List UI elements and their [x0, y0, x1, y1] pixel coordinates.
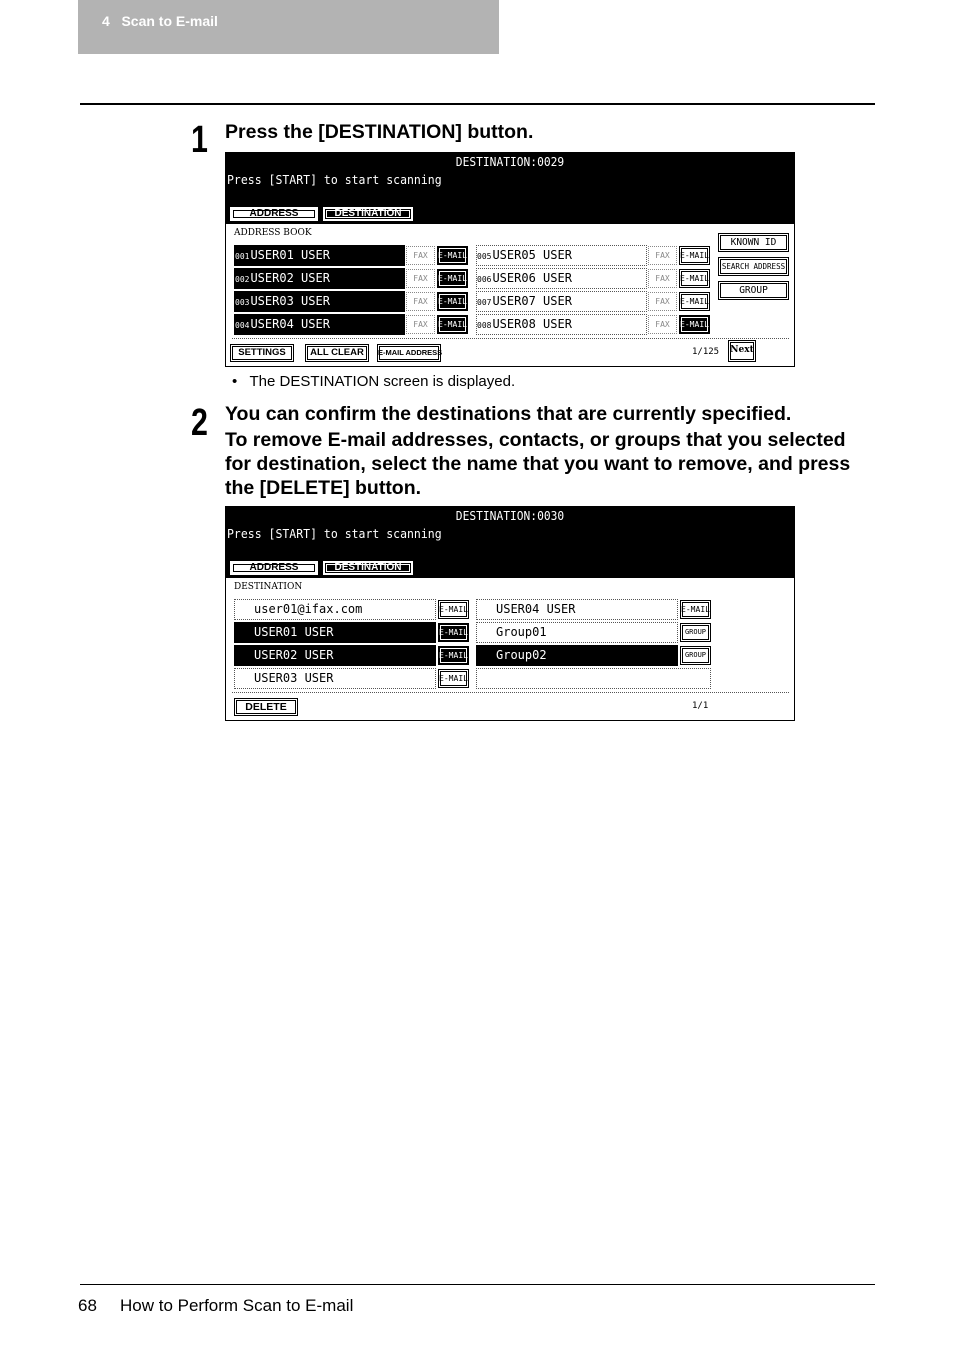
address-entry[interactable]: 004USER04 USER — [234, 314, 405, 335]
top-rule — [80, 103, 875, 105]
address-entry[interactable]: 001USER01 USER — [234, 245, 405, 266]
destination-entry[interactable]: Group02 — [476, 645, 678, 666]
email-button[interactable]: E-MAIL — [437, 315, 468, 334]
step-1-title: Press the [DESTINATION] button. — [225, 121, 534, 143]
tab-address[interactable]: ADDRESS — [230, 207, 318, 221]
screen-header — [226, 153, 794, 224]
footer-title: How to Perform Scan to E-mail — [120, 1296, 354, 1315]
all-clear-button[interactable]: ALL CLEAR — [305, 344, 369, 362]
screen-title: DESTINATION:0030 — [455, 508, 565, 523]
fax-button[interactable]: FAX — [648, 292, 677, 311]
email-button[interactable]: E-MAIL — [679, 315, 710, 334]
destination-entry[interactable]: USER01 USER — [234, 622, 436, 643]
fax-button[interactable]: FAX — [648, 269, 677, 288]
step-2-line-1: You can confirm the destinations that are currently specified. — [225, 403, 792, 425]
tab-destination[interactable]: DESTINATION — [323, 207, 413, 221]
chapter-header-tab — [78, 0, 499, 54]
next-button[interactable]: Next — [728, 340, 756, 362]
email-button[interactable]: E-MAIL — [437, 269, 468, 288]
group-button[interactable]: GROUP — [680, 646, 711, 665]
email-button[interactable]: E-MAIL — [438, 623, 469, 642]
step-1-bullet: • The DESTINATION screen is displayed. — [232, 373, 516, 390]
step-1-number: 1 — [191, 119, 208, 161]
screen-title: DESTINATION:0029 — [455, 154, 565, 169]
address-entry[interactable]: 008USER08 USER — [476, 314, 647, 335]
email-button[interactable]: E-MAIL — [437, 292, 468, 311]
destination-entry[interactable]: USER02 USER — [234, 645, 436, 666]
tab-destination[interactable]: DESTINATION — [323, 561, 413, 575]
page-indicator: 1/1 — [692, 701, 709, 711]
empty-entry[interactable] — [476, 668, 711, 689]
bullet-icon: • — [232, 373, 250, 390]
email-button[interactable]: E-MAIL — [679, 246, 710, 265]
email-button[interactable]: E-MAIL — [679, 292, 710, 311]
section-label: DESTINATION — [234, 582, 303, 592]
tab-address[interactable]: ADDRESS — [230, 561, 318, 575]
screen-message: Press [START] to start scanning — [227, 172, 442, 187]
fax-button[interactable]: FAX — [406, 246, 435, 265]
step-2-line-2: To remove E-mail addresses, contacts, or groups that you selected — [225, 429, 846, 451]
screen-header — [226, 507, 794, 578]
step-2-line-4: the [DELETE] button. — [225, 477, 422, 499]
group-button[interactable]: GROUP — [718, 281, 789, 300]
divider — [232, 692, 789, 693]
footer-rule — [80, 1284, 875, 1285]
email-button[interactable]: E-MAIL — [438, 600, 469, 619]
delete-button[interactable]: DELETE — [234, 698, 298, 716]
step-2-line-3: for destination, select the name that you want to remove, and press — [225, 453, 851, 475]
destination-screen-2 — [225, 506, 795, 721]
email-button[interactable]: E-MAIL — [437, 246, 468, 265]
known-id-button[interactable]: KNOWN ID — [718, 233, 789, 252]
search-address-button[interactable]: SEARCH ADDRESS — [718, 257, 789, 276]
destination-screen-1 — [225, 152, 795, 367]
destination-entry[interactable]: USER04 USER — [476, 599, 678, 620]
email-button[interactable]: E-MAIL — [438, 669, 469, 688]
screen-message: Press [START] to start scanning — [227, 526, 442, 541]
page-indicator: 1/125 — [692, 347, 720, 357]
destination-entry[interactable]: user01@ifax.com — [234, 599, 436, 620]
fax-button[interactable]: FAX — [406, 315, 435, 334]
page-number: 68 — [78, 1296, 97, 1315]
address-entry[interactable]: 005USER05 USER — [476, 245, 647, 266]
email-button[interactable]: E-MAIL — [680, 600, 711, 619]
group-button[interactable]: GROUP — [680, 623, 711, 642]
email-button[interactable]: E-MAIL — [438, 646, 469, 665]
chapter-title: 4 Scan to E-mail — [102, 13, 218, 29]
address-entry[interactable]: 002USER02 USER — [234, 268, 405, 289]
section-label: ADDRESS BOOK — [234, 228, 312, 238]
fax-button[interactable]: FAX — [648, 246, 677, 265]
destination-entry[interactable]: USER03 USER — [234, 668, 436, 689]
fax-button[interactable]: FAX — [406, 292, 435, 311]
step-2-number: 2 — [191, 402, 208, 444]
destination-entry[interactable]: Group01 — [476, 622, 678, 643]
email-address-button[interactable]: E-MAIL ADDRESS — [377, 344, 441, 362]
address-entry[interactable]: 006USER06 USER — [476, 268, 647, 289]
fax-button[interactable]: FAX — [648, 315, 677, 334]
address-entry[interactable]: 003USER03 USER — [234, 291, 405, 312]
address-entry[interactable]: 007USER07 USER — [476, 291, 647, 312]
fax-button[interactable]: FAX — [406, 269, 435, 288]
settings-button[interactable]: SETTINGS — [230, 344, 294, 362]
divider — [232, 338, 789, 339]
email-button[interactable]: E-MAIL — [679, 269, 710, 288]
